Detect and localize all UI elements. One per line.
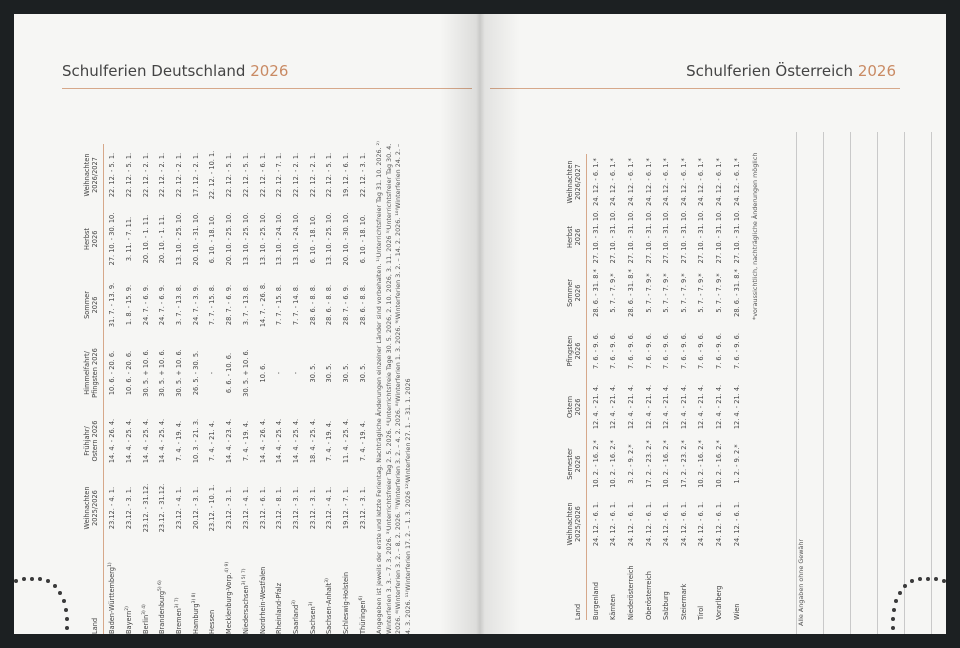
cell-sommer: 28. 6. - 8. 8. (325, 284, 334, 326)
cell-fruehjahr: 14. 4. - 25. 4. (158, 418, 167, 464)
cell-weihnachten-2026: 24. 12. - 6. 1.* (626, 158, 635, 206)
cell-sommer: 5. 7. - 7. 9.* (662, 273, 671, 313)
state-name: Rheinland-Pfalz (275, 582, 284, 634)
cell-weihnachten-2025: 24. 12. - 6. 1. (626, 501, 635, 547)
footnote-marker: 3) (308, 601, 314, 607)
cell-himmelfahrt: - (208, 371, 217, 375)
right-page (480, 14, 946, 634)
state-name: Niedersachsen$^{3) 5) 7)}$ (241, 568, 250, 634)
cell-himmelfahrt: 10. 6. (258, 363, 267, 383)
footnote-marker: 3) 8) (191, 592, 197, 604)
state-name: Steiermark (679, 583, 688, 620)
austria-notes (745, 126, 805, 626)
cell-sommer: 28. 6. - 31. 8.* (732, 269, 741, 317)
cell-herbst: 13. 10. - 25. 10. (241, 212, 250, 266)
cell-weihnachten-2026: 22. 12. - 7. 1. (275, 152, 284, 198)
cell-sommer: 5. 7. - 7. 9.* (679, 273, 688, 313)
title-rule (62, 88, 472, 89)
asterisk-note: *voraussichtlich, nachträgliche Änderungen möglich (751, 152, 760, 320)
cell-herbst: 6. 10. - 18. 10. (308, 214, 317, 264)
cell-sommer: 7. 7. - 15. 8. (275, 284, 284, 326)
cell-semester: 1. 2. - 9. 2.* (732, 444, 741, 484)
cell-herbst: 27. 10. - 31. 10. (697, 210, 706, 264)
cell-weihnachten-2025: 23.12. - 31.12. (158, 483, 167, 533)
table-row (238, 144, 255, 634)
state-name: Bayern$^{2)}$ (124, 606, 134, 634)
cell-himmelfahrt: 30. 5. (325, 363, 334, 383)
col-header-sommer: Sommer 2026 (566, 279, 583, 307)
table-row (137, 144, 154, 634)
austria-holiday-block (543, 126, 913, 626)
cell-herbst: 13. 10. - 24. 10. (275, 212, 284, 266)
cell-sommer: 24. 7. - 3. 9. (191, 284, 200, 326)
disclaimer: Alle Angaben ohne Gewähr (797, 538, 806, 626)
cell-ostern: 12. 4. - 21. 4. (732, 384, 741, 430)
cell-sommer: 5. 7. - 7. 9.* (697, 273, 706, 313)
cell-pfingsten: 7. 6. - 9. 6. (662, 333, 671, 369)
cell-sommer: 24. 7. - 6. 9. (158, 284, 167, 326)
cell-semester: 17. 2. - 23. 2.* (679, 440, 688, 488)
cell-semester: 3. 2. - 9. 2.* (626, 444, 635, 484)
footnote-marker: 4) 9) (225, 561, 231, 573)
cell-herbst: 6. 10. - 18. 10. (358, 214, 367, 264)
footnote-marker: 3) 4) (141, 604, 147, 615)
cell-sommer: 5. 7. - 7. 9.* (609, 273, 618, 313)
cell-herbst: 3. 11. - 7. 11. (125, 216, 134, 262)
cell-pfingsten: 7. 6. - 9. 6. (697, 333, 706, 369)
state-name: Kärnten (609, 594, 618, 620)
state-name: Vorarlberg (714, 585, 723, 620)
cell-himmelfahrt: 30. 5. + 10. 6. (175, 349, 184, 397)
cell-herbst: 27. 10. - 31. 10. (732, 210, 741, 264)
title-year: 2026 (250, 62, 289, 80)
table-row (104, 144, 121, 634)
table-row (204, 144, 221, 634)
cell-herbst: 27. 10. - 31. 10. (679, 210, 688, 264)
footnote-marker: 5) 6) (158, 580, 164, 591)
cell-weihnachten-2025: 24. 12. - 6. 1. (609, 501, 618, 547)
cell-herbst: 20. 10. - 31. 10. (191, 212, 200, 266)
table-row (254, 144, 271, 634)
table-row (321, 144, 338, 634)
cell-weihnachten-2025: 23.12. - 4. 1. (175, 486, 184, 530)
title-year: 2026 (857, 62, 896, 80)
cell-weihnachten-2025: 23.12. - 31.12. (141, 483, 150, 533)
table-row (354, 144, 371, 634)
cell-pfingsten: 7. 6. - 9. 6. (714, 333, 723, 369)
cell-weihnachten-2026: 24. 12. - 6. 1.* (662, 158, 671, 206)
cell-sommer: 1. 8. - 15. 9. (125, 284, 134, 326)
footnote-marker: 6) (358, 595, 364, 601)
table-row (710, 154, 728, 620)
table-row (605, 154, 623, 620)
cell-fruehjahr: 7. 4. - 21. 4. (208, 420, 217, 462)
cell-weihnachten-2025: 24. 12. - 6. 1. (679, 501, 688, 547)
cell-pfingsten: 7. 6. - 9. 6. (732, 333, 741, 369)
cell-weihnachten-2025: 23.12. - 3. 1. (125, 486, 134, 530)
cell-herbst: 27. 10. - 31. 10. (591, 210, 600, 264)
table-row (221, 144, 238, 634)
cell-weihnachten-2026: 22. 12. - 10. 1. (208, 150, 217, 200)
cell-herbst: 27. 10. - 31. 10. (662, 210, 671, 264)
cell-herbst: 13. 10. - 24. 10. (291, 212, 300, 266)
state-name: Saarland$^{3)}$ (291, 600, 300, 634)
cell-fruehjahr: 7. 4. - 19. 4. (175, 420, 184, 462)
cell-semester: 10. 2. - 16. 2.* (697, 440, 706, 488)
cell-sommer: 5. 7. - 7. 9.* (714, 273, 723, 313)
cell-fruehjahr: 14. 4. - 23. 4. (225, 418, 234, 464)
table-row (271, 144, 288, 634)
cell-ostern: 12. 4. - 21. 4. (697, 384, 706, 430)
cell-weihnachten-2026: 19. 12. - 6. 1. (341, 152, 350, 198)
cell-fruehjahr: 11. 4. - 25. 4. (341, 418, 350, 464)
cell-pfingsten: 7. 6. - 9. 6. (679, 333, 688, 369)
cell-weihnachten-2026: 24. 12. - 6. 1.* (697, 158, 706, 206)
state-name: Mecklenburg-Vorp.$^{4) 9)}$ (225, 561, 234, 634)
cell-sommer: 3. 7. - 13. 8. (175, 284, 184, 326)
cell-weihnachten-2026: 22. 12. - 2. 1. (308, 152, 317, 198)
footnote-marker: 3) 7) (175, 597, 180, 609)
cell-fruehjahr: 10. 3. - 21. 3. (191, 418, 200, 464)
cell-ostern: 12. 4. - 21. 4. (662, 384, 671, 430)
col-header-herbst: Herbst 2026 (566, 226, 583, 248)
cell-weihnachten-2026: 17. 12. - 2. 1. (191, 152, 200, 198)
table-row (693, 154, 711, 620)
cell-weihnachten-2025: 23.12. - 3. 1. (291, 486, 300, 530)
cell-weihnachten-2026: 22. 12. - 5. 1. (108, 152, 117, 198)
col-header-land: Land (574, 603, 583, 620)
cell-himmelfahrt: 30. 5. + 10. 6. (241, 349, 250, 397)
cell-himmelfahrt: 30. 5. (358, 363, 367, 383)
cell-weihnachten-2025: 24. 12. - 6. 1. (591, 501, 600, 547)
table-row (728, 154, 746, 620)
state-name: Salzburg (662, 591, 671, 620)
cell-sommer: 28. 7. - 6. 9. (225, 284, 234, 326)
cell-herbst: 20. 10. - 30. 10. (341, 212, 350, 266)
cell-weihnachten-2026: 22. 12. - 5. 1. (125, 152, 134, 198)
title-rule (490, 88, 900, 89)
cell-herbst: 27. 10. - 31. 10. (609, 210, 618, 264)
cell-pfingsten: 7. 6. - 9. 6. (591, 333, 600, 369)
title-text: Schulferien Deutschland (62, 62, 246, 80)
cell-fruehjahr: 7. 4. - 19. 4. (325, 420, 334, 462)
cell-herbst: 13. 10. - 25. 10. (175, 212, 184, 266)
cell-pfingsten: 7. 6. - 9. 6. (626, 333, 635, 369)
cell-semester: 17. 2. - 23. 2.* (644, 440, 653, 488)
cell-weihnachten-2026: 24. 12. - 6. 1.* (591, 158, 600, 206)
col-header-weihnachten-2025: Weihnachten 2025/2026 (83, 486, 100, 530)
cell-pfingsten: 7. 6. - 9. 6. (609, 333, 618, 369)
col-header-semester: Semester 2026 (566, 448, 583, 480)
cell-ostern: 12. 4. - 21. 4. (609, 384, 618, 430)
page-title-austria (686, 62, 896, 80)
cell-weihnachten-2025: 23.12. - 4. 1. (241, 486, 250, 530)
cell-himmelfahrt: - (275, 371, 284, 375)
germany-holiday-block (66, 134, 446, 634)
col-header-weihnachten-2026: Weihnachten 2026/2027 (566, 160, 583, 204)
cell-herbst: 27. 10. - 31. 10. (714, 210, 723, 264)
cell-weihnachten-2026: 22. 12. - 6. 1. (258, 152, 267, 198)
cell-sommer: 7. 7. - 14. 8. (291, 284, 300, 326)
table-row (338, 144, 355, 634)
germany-footnotes: Angegeben ist jeweils der erste und letzte Ferientag. Nachträgliche Änderungen einzelner Länder sind vorbehalten. ¹⁾Unterrichtsfreier Tag 31. 10. 2026. ²⁾Winterferien 3. 3. – 7. 3. 2026. ³⁾Unterrichtsfreier Tag 2. 5. 2026. ⁴⁾Unterrichtsfreie Tage 30. 5. 2026, 2. 10. 2026, 3. 11. 2026 ⁵⁾Unterrichtsfreier Tag 30. 4. 2026. ⁶⁾Winterferien 3. 2. – 8. 2. 2026. ⁷⁾Winterferien 3. 2. – 4. 2. 2026. ⁸⁾Winterferien 1. 3. 2026. ⁹⁾Winterferien 3. 2. – 14. 2. 2026. ¹⁰⁾Winterferien 24. 2. – 4. 3. 2026. ¹¹⁾Winterferien 17. 2. – 1. 3. 2026 ¹²⁾Winterferien 27. 1. – 31. 1. 2026 (375, 141, 412, 634)
cell-fruehjahr: 14. 4. - 25. 4. (141, 418, 150, 464)
state-name: Hessen (208, 609, 217, 634)
cell-sommer: 5. 7. - 7. 9.* (644, 273, 653, 313)
cell-himmelfahrt: 30. 5. + 10. 6. (141, 349, 150, 397)
cell-weihnachten-2026: 22. 12. - 5. 1. (325, 152, 334, 198)
cell-weihnachten-2025: 23.12. - 4. 1. (108, 486, 117, 530)
cell-weihnachten-2025: 23.12. - 10. 1. (208, 484, 217, 532)
cell-weihnachten-2025: 23.12. - 3. 1. (358, 486, 367, 530)
cell-weihnachten-2025: 19.12. - 7. 1. (341, 486, 350, 530)
table-row (154, 144, 171, 634)
cell-herbst: 20. 10. - 25. 10. (225, 212, 234, 266)
footnote-marker: 3) (291, 600, 297, 605)
cell-himmelfahrt: - (291, 371, 300, 375)
state-name: Brandenburg$^{5) 6)}$ (158, 580, 167, 634)
cell-ostern: 12. 4. - 21. 4. (626, 384, 635, 430)
col-header-herbst: Herbst 2026 (83, 228, 100, 250)
cell-herbst: 27. 10. - 31. 10. (644, 210, 653, 264)
cell-weihnachten-2025: 24. 12. - 6. 1. (732, 501, 741, 547)
cell-sommer: 28. 6. - 8. 8. (358, 284, 367, 326)
state-name: Tirol (697, 605, 706, 620)
cell-pfingsten: 7. 6. - 9. 6. (644, 333, 653, 369)
cell-weihnachten-2026: 24. 12. - 6. 1.* (644, 158, 653, 206)
cell-weihnachten-2025: 20.12. - 3. 1. (191, 486, 200, 530)
austria-holiday-table (543, 154, 745, 620)
state-name: Schleswig-Holstein (341, 571, 350, 634)
state-name: Sachsen$^{3)}$ (308, 601, 317, 634)
cell-himmelfahrt: 10. 6. - 20. 6. (108, 350, 117, 396)
cell-weihnachten-2026: 24. 12. - 6. 1.* (679, 158, 688, 206)
footnote-marker: 3) 5) 7) (241, 568, 247, 586)
table-row (657, 154, 675, 620)
cell-sommer: 28. 6. - 31. 8.* (591, 269, 600, 317)
cell-sommer: 28. 6. - 31. 8.* (626, 269, 635, 317)
col-header-weihnachten-2026: Weihnachten 2026/2027 (83, 153, 100, 197)
cell-fruehjahr: 18. 4. - 25. 4. (308, 418, 317, 464)
state-name: Burgenland (591, 582, 600, 620)
cell-herbst: 27. 10. - 30. 10. (108, 212, 117, 266)
cell-fruehjahr: 14. 4. - 26. 4. (258, 418, 267, 464)
state-name: Wien (732, 603, 741, 620)
cell-herbst: 20. 10. - 1. 11. (141, 214, 150, 264)
cell-sommer: 28. 7. - 6. 9. (341, 284, 350, 326)
cell-ostern: 12. 4. - 21. 4. (591, 384, 600, 430)
col-header-fruehjahr: Frühjahr/ Ostern 2026 (83, 420, 100, 462)
col-header-weihnachten-2025: Weihnachten 2025/2026 (566, 502, 583, 546)
cell-herbst: 13. 10. - 25. 10. (325, 212, 334, 266)
cell-himmelfahrt: 26. 5. - 30. 5. (191, 350, 200, 396)
state-name: Hamburg$^{3) 8)}$ (191, 592, 200, 634)
cell-weihnachten-2026: 22. 12. - 2. 1. (141, 152, 150, 198)
cell-weihnachten-2026: 22. 12. - 5. 1. (225, 152, 234, 198)
table-row (675, 154, 693, 620)
cell-sommer: 14. 7. - 26. 8. (258, 282, 267, 328)
cell-weihnachten-2025: 23.12. - 3. 1. (225, 486, 234, 530)
state-name: Berlin$^{3) 4)}$ (141, 604, 150, 634)
col-header-pfingsten: Pfingsten 2026 (566, 335, 583, 367)
cell-weihnachten-2025: 24. 12. - 6. 1. (714, 501, 723, 547)
table-header-row (543, 154, 587, 620)
cell-fruehjahr: 14. 4. - 25. 4. (291, 418, 300, 464)
cell-weihnachten-2026: 22. 12. - 3. 1. (358, 152, 367, 198)
cell-fruehjahr: 14. 4. - 25. 4. (125, 418, 134, 464)
table-row (121, 144, 138, 634)
cell-weihnachten-2026: 24. 12. - 6. 1.* (732, 158, 741, 206)
col-header-ostern: Ostern 2026 (566, 395, 583, 419)
cell-himmelfahrt: 30. 5. (308, 363, 317, 383)
left-page (14, 14, 480, 634)
cell-fruehjahr: 7. 4. - 19. 4. (241, 420, 250, 462)
footnote-marker: 1) (108, 562, 114, 568)
cell-herbst: 20. 10. - 1. 11. (158, 214, 167, 264)
page-title-germany (62, 62, 288, 80)
state-name: Baden-Württemberg$^{1)}$ (108, 562, 117, 634)
cell-fruehjahr: 14. 4. - 25. 4. (275, 418, 284, 464)
cell-weihnachten-2025: 24. 12. - 6. 1. (662, 501, 671, 547)
cell-weihnachten-2026: 24. 12. - 6. 1.* (714, 158, 723, 206)
cell-ostern: 12. 4. - 21. 4. (714, 384, 723, 430)
state-name: Sachsen-Anhalt$^{3)}$ (325, 578, 334, 634)
cell-herbst: 13. 10. - 25. 10. (258, 212, 267, 266)
cell-herbst: 27. 10. - 31. 10. (626, 210, 635, 264)
cell-semester: 10. 2. - 16. 2.* (609, 440, 618, 488)
table-row (622, 154, 640, 620)
state-name: Thüringen$^{6)}$ (358, 595, 367, 634)
table-row (171, 144, 188, 634)
col-header-himmelfahrt: Himmelfahrt/ Pfingsten 2026 (83, 348, 100, 398)
table-row (304, 144, 321, 634)
state-name: Oberösterreich (644, 571, 653, 620)
cell-sommer: 28. 6. - 8. 8. (308, 284, 317, 326)
cell-himmelfahrt: 6. 6. - 10. 6. (225, 352, 234, 394)
cell-weihnachten-2025: 24. 12. - 6. 1. (697, 501, 706, 547)
state-name: Nordrhein-Westfalen (258, 566, 267, 634)
cell-ostern: 12. 4. - 21. 4. (644, 384, 653, 430)
footnote-marker: 3) (325, 578, 331, 583)
cell-fruehjahr: 7. 4. - 19. 4. (358, 420, 367, 462)
cell-semester: 10. 2. - 16. 2.* (714, 440, 723, 488)
cell-himmelfahrt: 30. 5. (341, 363, 350, 383)
cell-fruehjahr: 14. 4. - 26. 4. (108, 418, 117, 464)
cell-sommer: 7. 7. - 15. 8. (208, 284, 217, 326)
state-name: Bremen$^{3) 7)}$ (175, 597, 184, 634)
table-header-row (66, 144, 104, 634)
table-row (587, 154, 605, 620)
title-text: Schulferien Österreich (686, 62, 854, 80)
state-name: Niederösterreich (626, 565, 635, 620)
table-row (187, 144, 204, 634)
cell-weihnachten-2026: 22. 12. - 2. 1. (175, 152, 184, 198)
cell-weihnachten-2025: 23.12. - 6. 1. (258, 486, 267, 530)
table-row (640, 154, 658, 620)
cell-weihnachten-2026: 22. 12. - 2. 1. (158, 152, 167, 198)
footnote-marker: 2) (124, 606, 130, 611)
table-row (288, 144, 305, 634)
cell-weihnachten-2025: 23.12. - 3. 1. (308, 486, 317, 530)
cell-weihnachten-2026: 22. 12. - 2. 1. (291, 152, 300, 198)
germany-holiday-table (66, 144, 371, 634)
col-header-sommer: Sommer 2026 (83, 291, 100, 319)
cell-himmelfahrt: 10. 6. - 20. 6. (125, 350, 134, 396)
cell-weihnachten-2025: 23.12. - 8. 1. (275, 486, 284, 530)
col-header-land: Land (91, 617, 100, 634)
cell-sommer: 3. 7. - 13. 8. (241, 284, 250, 326)
cell-semester: 10. 2. - 16. 2.* (662, 440, 671, 488)
cell-weihnachten-2026: 24. 12. - 6. 1.* (609, 158, 618, 206)
cell-sommer: 24. 7. - 6. 9. (141, 284, 150, 326)
cell-weihnachten-2025: 24. 12. - 6. 1. (644, 501, 653, 547)
cell-semester: 10. 2. - 16. 2.* (591, 440, 600, 488)
cell-weihnachten-2025: 23.12. - 4. 1. (325, 486, 334, 530)
cell-himmelfahrt: 30. 5. + 10. 6. (158, 349, 167, 397)
cell-weihnachten-2026: 22. 12. - 5. 1. (241, 152, 250, 198)
cell-herbst: 6. 10. - 18. 10. (208, 214, 217, 264)
cell-ostern: 12. 4. - 21. 4. (679, 384, 688, 430)
cell-sommer: 31. 7. - 13. 9. (108, 282, 117, 328)
